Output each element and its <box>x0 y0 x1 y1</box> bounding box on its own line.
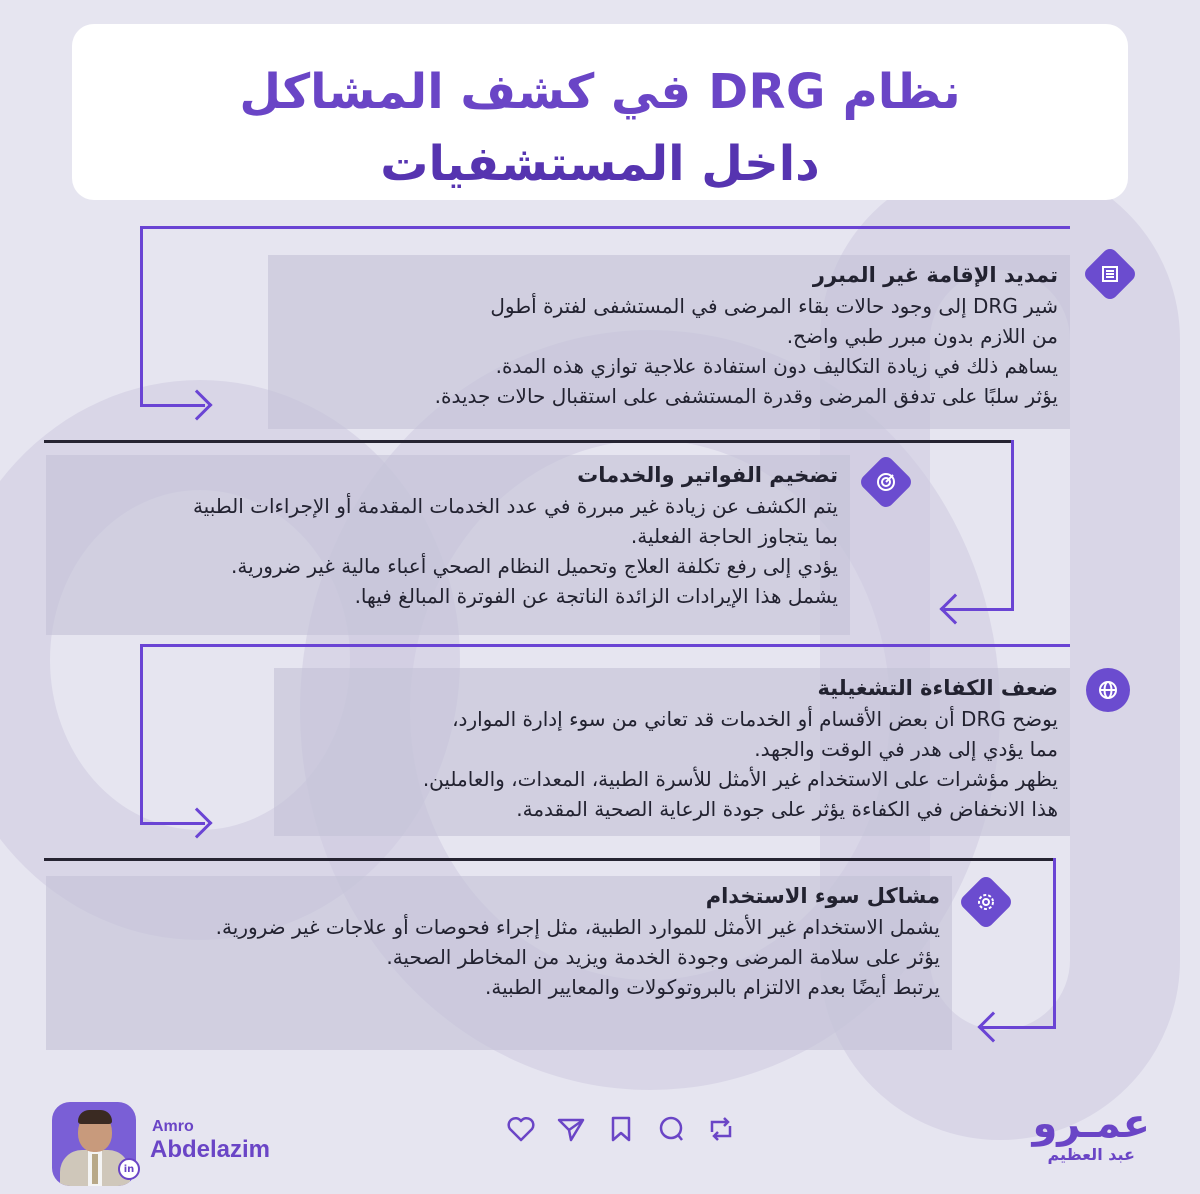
target-icon <box>866 462 906 502</box>
flow-line <box>44 858 1056 861</box>
logo-subtitle: عبد العظيم <box>1047 1145 1135 1164</box>
footer <box>0 1080 1200 1194</box>
page-title-line-1: نظام DRG في كشف المشاكل <box>239 64 961 120</box>
section-operational-efficiency <box>274 668 1070 836</box>
section-text: مما يؤدي إلى هدر في الوقت والجهد. <box>754 737 1058 761</box>
brand-logo <box>1032 1102 1150 1164</box>
repost-icon[interactable] <box>704 1112 738 1146</box>
document-icon <box>1090 254 1130 294</box>
section-text: يتم الكشف عن زيادة غير مبررة في عدد الخدمات المقدمة أو الإجراءات الطبية <box>192 494 838 518</box>
flow-line <box>140 644 1070 647</box>
heart-icon[interactable] <box>504 1112 538 1146</box>
flow-line <box>140 644 143 824</box>
flow-line <box>1053 858 1056 1028</box>
gear-icon <box>966 882 1006 922</box>
section-text: هذا الانخفاض في الكفاءة يؤثر على جودة الرعاية الصحية المقدمة. <box>516 797 1058 821</box>
section-text: يؤدي إلى رفع تكلفة العلاج وتحميل النظام الصحي أعباء مالية غير ضرورية. <box>230 554 838 578</box>
section-billing-inflation <box>46 455 850 635</box>
section-text: يشمل هذا الإيرادات الزائدة الناتجة عن الفوترة المبالغ فيها. <box>354 584 838 608</box>
section-text: بما يتجاوز الحاجة الفعلية. <box>630 524 838 548</box>
section-heading: ضعف الكفاءة التشغيلية <box>817 676 1058 700</box>
section-unjustified-stay <box>268 255 1070 429</box>
page-title-line-2: داخل المستشفيات <box>380 136 820 192</box>
section-text: يوضح DRG أن بعض الأقسام أو الخدمات قد تعاني من سوء إدارة الموارد، <box>452 707 1058 731</box>
section-text: يؤثر سلبًا على تدفق المرضى وقدرة المستشفى على استقبال حالات جديدة. <box>434 384 1058 408</box>
section-text: يؤثر على سلامة المرضى وجودة الخدمة ويزيد من المخاطر الصحية. <box>386 945 940 969</box>
action-bar <box>504 1112 738 1146</box>
section-misuse <box>46 876 952 1050</box>
flow-line <box>44 440 1014 443</box>
flow-line <box>140 226 1070 229</box>
section-text: يظهر مؤشرات على الاستخدام غير الأمثل للأسرة الطبية، المعدات، والعاملين. <box>422 767 1058 791</box>
section-heading: مشاكل سوء الاستخدام <box>705 884 940 908</box>
flow-line <box>140 226 143 406</box>
section-heading: تمديد الإقامة غير المبرر <box>812 263 1058 287</box>
title-card <box>72 24 1128 200</box>
comment-icon[interactable] <box>654 1112 688 1146</box>
linkedin-icon[interactable]: in <box>118 1158 140 1180</box>
send-icon[interactable] <box>554 1112 588 1146</box>
logo-name: عمـرو <box>1032 1101 1150 1147</box>
section-text: شير DRG إلى وجود حالات بقاء المرضى في المستشفى لفترة أطول <box>490 294 1058 318</box>
section-text: من اللازم بدون مبرر طبي واضح. <box>786 324 1058 348</box>
section-heading: تضخيم الفواتير والخدمات <box>577 463 838 487</box>
author-last-name: Abdelazim <box>150 1136 271 1163</box>
section-text: يساهم ذلك في زيادة التكاليف دون استفادة علاجية توازي هذه المدة. <box>495 354 1058 378</box>
flow-line <box>1011 440 1014 610</box>
section-text: يرتبط أيضًا بعدم الالتزام بالبروتوكولات والمعايير الطبية. <box>485 975 940 999</box>
author-first-name: Amro <box>152 1118 194 1135</box>
bookmark-icon[interactable] <box>604 1112 638 1146</box>
globe-icon <box>1088 670 1128 710</box>
section-text: يشمل الاستخدام غير الأمثل للموارد الطبية، مثل إجراء فحوصات أو علاجات غير ضرورية. <box>215 915 940 939</box>
